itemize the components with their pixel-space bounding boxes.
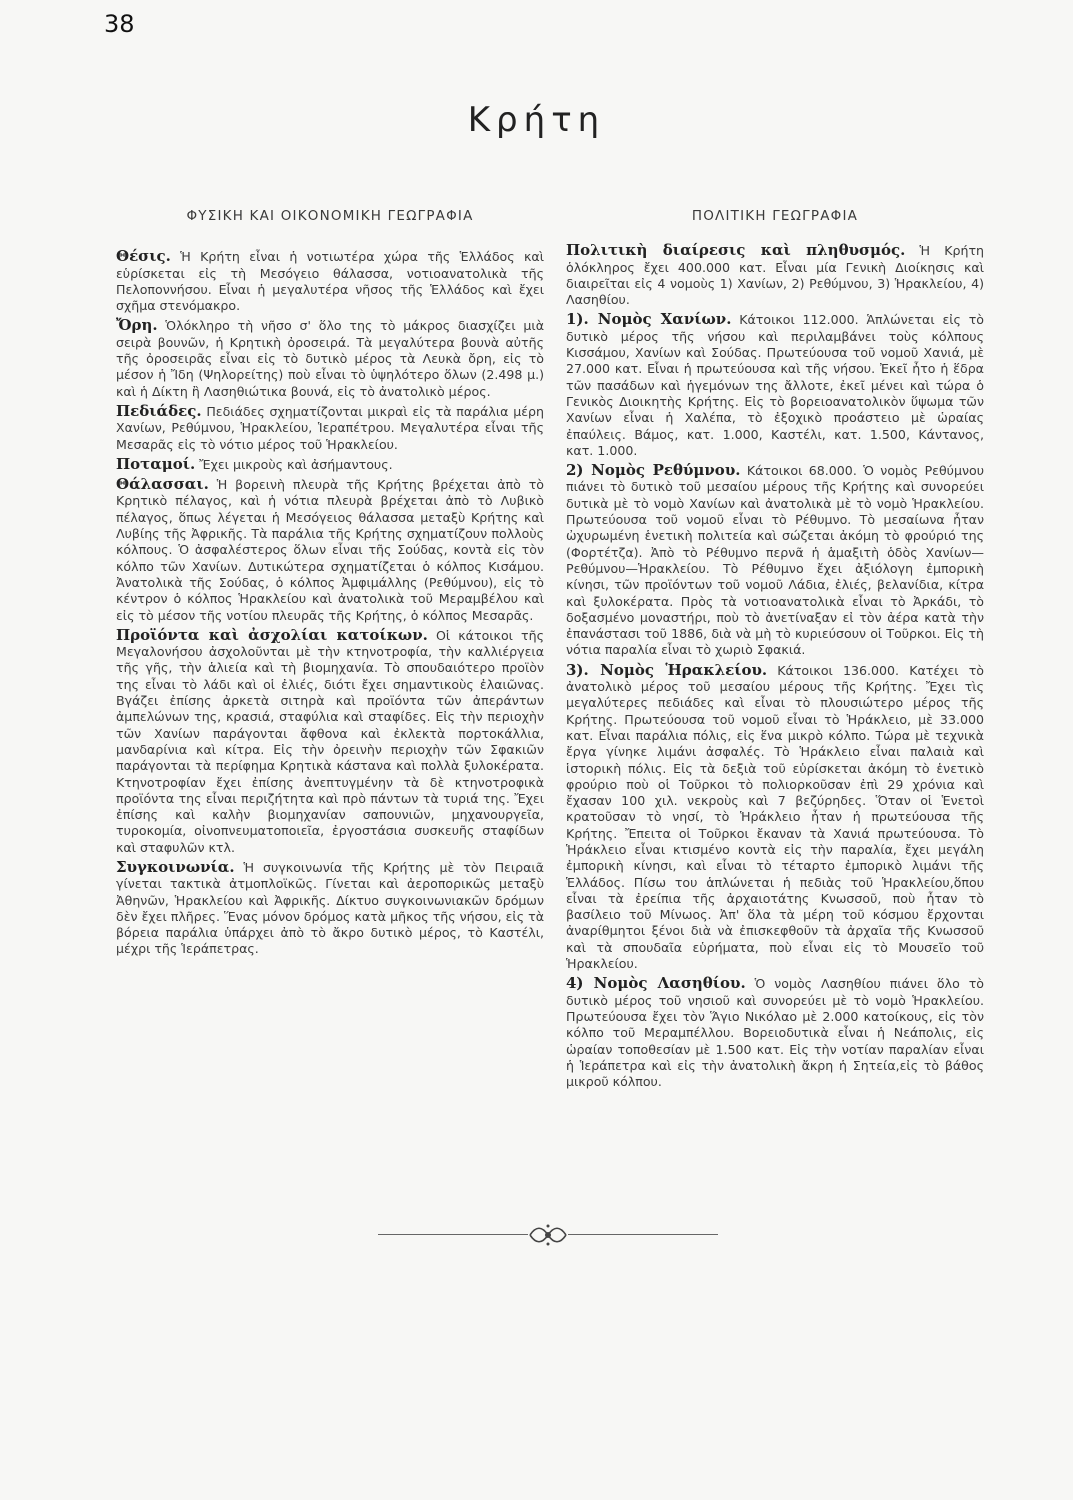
paragraph-rivers <box>116 456 544 473</box>
paragraph-text: Κάτοικοι 136.000. Κατέχει τὸ ἀνατολικὸ μέρος τοῦ μεσαίου μέρους τῆς Κρήτης. Ἔχει τὶς μεγαλύτερες πεδιάδες καὶ εἶναι τὸ πλουσιώτερο μέρος τῆς Κρήτης. Πρωτεύουσα τοῦ νομοῦ εἶναι τὸ Ἡράκλειο, μὲ 33.000 κατ. Εἶναι παράλια πόλις, εἰς ἕνα μικρὸ κόλπο. Τώρα μὲ τεχνικὰ ἔργα γίνηκε λιμάνι ἀσφαλές. Τὸ Ἡράκλειο εἶναι παλαιὰ καὶ ἱστορικὴ πόλις. Εἰς τὰ δεξιὰ τοῦ εὑρίσκεται ἀκόμη τὸ ἑνετικὸ φρούριο ποὺ οἱ Τοῦρκοι τὸ πολιορκοῦσαν ἐπὶ 29 χρόνια καὶ ἔχασαν 100 χιλ. νεκροὺς καὶ 7 βεζύρηδες. Ὅταν οἱ Ἑνετοὶ κρατοῦσαν τὸ νησί, τὸ Ἡράκλειο ἦταν ἡ πρωτεύουσα τῆς Κρήτης. Ἔπειτα οἱ Τοῦρκοι ἔκαναν τὰ Χανιά πρωτεύουσα. Τὸ Ἡράκλειο εἶναι κτισμένο κοντὰ εἰς τὴν παραλία, ἔχει μεγάλη ἐμπορικὴ κίνησι, καὶ εἶναι τὸ τέταρτο ἐμπορικὸ λιμάνι τῆς Ἑλλάδος. Πίσω του ἁπλώνεται ἡ πεδιὰς τοῦ Ἡρακλείου,ὅπου εἶναι τὰ ἐρείπια τῆς ἀρχαιοτάτης Κνωσσοῦ, ποὺ ἦταν τὸ βασίλειο τοῦ Μίνωος. Ἀπ' ὅλα τὰ μέρη τοῦ κόσμου ἔρχονται ἀναρίθμητοι ξένοι διὰ νὰ ἐπισκεφθοῦν τὰ ἀρχαῖα τῆς Κνωσσοῦ καὶ τὰ σπουδαῖα εὑρήματα, ποὺ εἶναι εἰς τὸ Μουσεῖο τοῦ Ἡρακλείου. <box>566 662 984 972</box>
paragraph-text: Ὁλόκληρο τὴ νῆσο σ' ὅλο της τὸ μάκρος διασχίζει μιὰ σειρὰ βουνῶν, ἡ Κρητικὴ ὀροσειρά. Τὰ μεγαλύτερα βουνὰ αὐτῆς τῆς ὀροσειρᾶς εἶναι εἰς τὸ δυτικὸ μέρος τὰ Λευκὰ ὄρη, εἰς τὸ μέσον ἡ Ἴδη (Ψηλορείτης) ποὺ εἶναι τὸ ὑψηλότερο ὅλων (2.498 μ.) καὶ ἡ Δίκτη ἢ Λασηθιώτικα βουνά, εἰς τὸ ἀνατολικὸ μέρος. <box>116 318 544 399</box>
paragraph-text: Ἡ βορεινὴ πλευρὰ τῆς Κρήτης βρέχεται ἀπὸ τὸ Κρητικὸ πέλαγος, καὶ ἡ νότια πλευρὰ βρέχεται ἀπὸ τὸ Λυβικὸ πέλαγος, ὅπως λέγεται ἡ Μεσόγειος θάλασσα μεταξὺ Κρήτης καὶ Λυβίης τῆς Ἀφρικῆς. Τὰ παράλια τῆς Κρήτης σχηματίζουν πολλοὺς κόλπους. Ὁ ἀσφαλέστερος ὅλων εἶναι τῆς Σούδας, κοντὰ εἰς τὸν κόλπο τῶν Χανίων. Δυτικώτερα σχηματίζεται ὁ κόλπος Κισάμου. Ἀνατολικὰ τῆς Σούδας, ὁ κόλπος Ἀμφιμάλλης (Ρεθύμνου), εἰς τὸ κέντρον ὁ κόλπος Ἡρακλείου καὶ ἀνατολικὰ τοῦ Μεραμβέλου καὶ εἰς τὸ μέσον τῆς νοτίου πλευρᾶς τῆς Κρήτης, ὁ κόλπος Μεσαρᾶς. <box>116 477 544 623</box>
paragraph-chania <box>566 311 984 459</box>
paragraph-lasithi <box>566 975 984 1090</box>
paragraph-text: Ἡ Κρήτη εἶναι ἡ νοτιωτέρα χώρα τῆς Ἑλλάδος καὶ εὑρίσκεται εἰς τὴ Μεσόγειο θάλασσα, νοτιοανατολικὰ τῆς Πελοποννήσου. Εἶναι ἡ μεγαλυτέρα νῆσος τῆς Ἑλλάδος καὶ ἔχει σχῆμα στενόμακρο. <box>116 249 544 314</box>
paragraph-lead: Πεδιάδες. <box>116 401 202 420</box>
paragraph-mountains <box>116 317 544 399</box>
paragraph-products <box>116 627 544 856</box>
paragraph-text: Κάτοικοι 68.000. Ὁ νομὸς Ρεθύμνου πιάνει τὸ δυτικὸ τοῦ μεσαίου μέρους τῆς Κρήτης καὶ συνορεύει δυτικὰ μὲ τὸ νομὸ Χανίων καὶ ἀνατολικὰ μὲ τὸ νομὸ Ἡρακλείου. Πρωτεύουσα τοῦ νομοῦ εἶναι τὸ Ρέθυμνο. Τὸ μεσαίωνα ἦταν ὠχυρωμένη ἑνετικὴ πολιτεία καὶ σώζεται ἀκόμη τὸ φρούριό της (Φορτέτζα). Ἀπὸ τὸ Ρέθυμνο περνᾶ ἡ ἁμαξιτὴ ὁδὸς Χανίων—Ρεθύμνου—Ἡρακλείου. Τὸ Ρέθυμνο ἔχει ἀξιόλογη ἐμπορικὴ κίνησι, τῶν προϊόντων τοῦ νομοῦ Λάδια, ἐλιές, βελανίδια, κίτρα καὶ ξυλοκέρατα. Πρὸς τὰ νοτιοανατολικὰ εἶναι τὸ Ἀρκάδι, τὸ δοξασμένο μοναστήρι, ποὺ τὸ ἀνετίναξαν εἰ τὸν ἀέρα κατὰ τὴν ἐπανάστασι τοῦ 1886, διὰ νὰ μὴ τὸ κυριεύσουν οἱ Τοῦρκοι. Εἰς τὴ νότια παραλία εἶναι τὸ χωριὸ Σφακιά. <box>566 463 984 658</box>
paragraph-text: Ἡ συγκοινωνία τῆς Κρήτης μὲ τὸν Πειραιᾶ γίνεται τακτικὰ ἀτμοπλοϊκῶς. Γίνεται καὶ ἀεροπορικῶς μεταξὺ Ἀθηνῶν, Ἡρακλείου καὶ Ἀφρικῆς. Δίκτυο συγκοινωνιακῶν δρόμων δὲν ἔχει πλῆρες. Ἕνας μόνον δρόμος κατὰ μῆκος τῆς νήσου, εἰς τὰ βόρεια παράλια ὑπάρχει ἀπὸ τὸ ἄκρο δυτικὸ μέρος, τὸ Καστέλι, μέχρι τῆς Ἱεράπετρας. <box>116 859 544 957</box>
political-geography-column <box>566 208 984 1093</box>
divider-rule-left <box>378 1234 528 1235</box>
paragraph-text: Κάτοικοι 112.000. Ἁπλώνεται εἰς τὸ δυτικὸ μέρος τῆς νήσου καὶ περιλαμβάνει τοὺς κόλπους Κισσάμου, Χανίων καὶ Σούδας. Πρωτεύουσα τοῦ νομοῦ Χανιά, μὲ 27.000 κατ. Εἶναι ἡ πρωτεύουσα καὶ τῆς νήσου. Ἐκεῖ ἦτο ἡ ἕδρα τῶν πασάδων καὶ ἡγεμόνων της ἄλλοτε, ἐκεῖ μένει καὶ τώρα ὁ Γενικὸς Διοικητὴς Κρήτης. Εἰς τὸ βορειοανατολικὸν ὕψωμα τῶν Χανίων εἶναι ἡ Χαλέπα, τὸ ἐξοχικὸ προάστειο μὲ ὡραίας ἐπαύλεις. Βάμος, κατ. 1.000, Καστέλι, κατ. 1.500, Κάντανος, κατ. 1.000. <box>566 312 984 458</box>
paragraph-text: Οἱ κάτοικοι τῆς Μεγαλονήσου ἀσχολοῦνται μὲ τὴν κτηνοτροφία, τὴν καλλιέργεια τῆς γῆς, τὴν ἁλιεία καὶ τὴ βιομηχανία. Τὸ σπουδαιότερο προϊὸν της εἶναι τὸ λάδι καὶ οἱ ἐλιές, διότι ἔχει σημαντικοὺς ἐλαιῶνας. Βγάζει ἐπίσης ἀρκετὰ σιτηρὰ καὶ προϊόντα τῶν ἀπεράντων ἀμπελώνων της, κρασιά, σταφύλια καὶ σταφίδες. Εἰς τὴν περιοχὴν τῶν Χανίων παράγονται ἄφθονα καὶ ἐκλεκτὰ πορτοκάλλια, μανδαρίνια καὶ κίτρα. Εἰς τὴν ὀρεινὴν περιοχὴν τῶν Σφακιῶν παράγονται τὰ περίφημα Κρητικὰ κάστανα καὶ πολλὰ ξυλοκέρατα. Κτηνοτροφίαν ἔχει ἐπίσης ἀνεπτυγμένην τὰ δὲ κτηνοτροφικὰ προϊόντα της εἶναι περιζήτητα καὶ πρὸ πάντων τὰ τυριά της. Ἔχει ἐπίσης καὶ καλὴν βιομηχανίαν σαπουνιῶν, μηχανουργεῖα, τυροκομία, οἰνοπνευματοποιεῖα, ἐργοστάσια συσκευῆς σταφίδων καὶ σταφυλῶν κτλ. <box>116 627 544 855</box>
paragraph-lead: Θέσις. <box>116 247 171 266</box>
paragraph-lead: Ὄρη. <box>116 316 158 335</box>
paragraph-text: Πεδιάδες σχηματίζονται μικραὶ εἰς τὰ παράλια μέρη Χανίων, Ρεθύμνου, Ἡρακλείου, Ἱεραπέτρου. Μεγαλυτέρα εἶναι τῆς Μεσαρᾶς εἰς τὸ νότιο μέρος τοῦ Ἡρακλείου. <box>116 403 544 452</box>
column-heading: ΦΥΣΙΚΗ ΚΑΙ ΟΙΚΟΝΟΜΙΚΗ ΓΕΩΓΡΑΦΙΑ <box>186 208 474 224</box>
paragraph-text: Ὁ νομὸς Λασηθίου πιάνει ὅλο τὸ δυτικὸ μέρος τοῦ νησιοῦ καὶ συνορεύει μὲ τὸ νομὸ Ἡρακλείου. Πρωτεύουσα ἔχει τὸν Ἅγιο Νικόλαο μὲ 2.000 κατοίκους, εἰς τὸν κόλπο τοῦ Μεραμπέλλου. Βορειοδυτικὰ εἶναι ἡ Νεάπολις, εἰς ὡραίαν τοποθεσίαν μὲ 1.500 κατ. Εἰς τὴν νοτίαν παραλίαν εἶναι ἡ Ἱεράπετρα καὶ εἰς τὴν ἀνατολικὴ ἄκρη ἡ Σητεία,εἰς τὸ βάθος μικροῦ κόλπου. <box>566 976 984 1090</box>
paragraph-rethymno <box>566 462 984 659</box>
paragraph-lead: Ποταμοί. <box>116 454 196 473</box>
paragraph-position <box>116 248 544 314</box>
paragraph-division <box>566 242 984 308</box>
paragraph-transport <box>116 859 544 958</box>
paragraph-lead: 1). Νομὸς Χανίων. <box>566 310 732 329</box>
paragraph-text: Ἔχει μικροὺς καὶ ἀσήμαντους. <box>195 456 393 472</box>
paragraph-lead: Θάλασσαι. <box>116 475 209 494</box>
flourish-icon <box>528 1222 568 1248</box>
column-heading: ΠΟΛΙΤΙΚΗ ΓΕΩΓΡΑΦΙΑ <box>691 208 859 224</box>
page-title: Κρήτη <box>467 100 606 140</box>
physical-geography-column <box>116 208 544 961</box>
paragraph-lead: 4) Νομὸς Λασηθίου. <box>566 974 746 993</box>
paragraph-lead: Προϊόντα καὶ ἀσχολίαι κατοίκων. <box>116 625 428 644</box>
paragraph-lead: Συγκοινωνία. <box>116 857 235 876</box>
paragraph-lead: 3). Νομὸς Ἡρακλείου. <box>566 660 768 679</box>
page-number: 38 <box>104 10 135 38</box>
paragraph-lead: 2) Νομὸς Ρεθύμνου. <box>566 461 741 480</box>
paragraph-seas <box>116 476 544 624</box>
paragraph-lead: Πολιτικὴ διαίρεσις καὶ πληθυσμός. <box>566 241 906 260</box>
paragraph-plains <box>116 403 544 453</box>
paragraph-text: Ἡ Κρήτη ὁλόκληρος ἔχει 400.000 κατ. Εἶναι μία Γενικὴ Διοίκησις καὶ διαιρεῖται εἰς 4 νομοὺς 1) Χανίων, 2) Ρεθύμνου, 3) Ἡρακλείου, 4) Λασηθίου. <box>566 243 985 308</box>
divider-rule-right <box>568 1234 718 1235</box>
decorative-divider <box>378 1222 718 1248</box>
paragraph-heraklion <box>566 662 984 973</box>
